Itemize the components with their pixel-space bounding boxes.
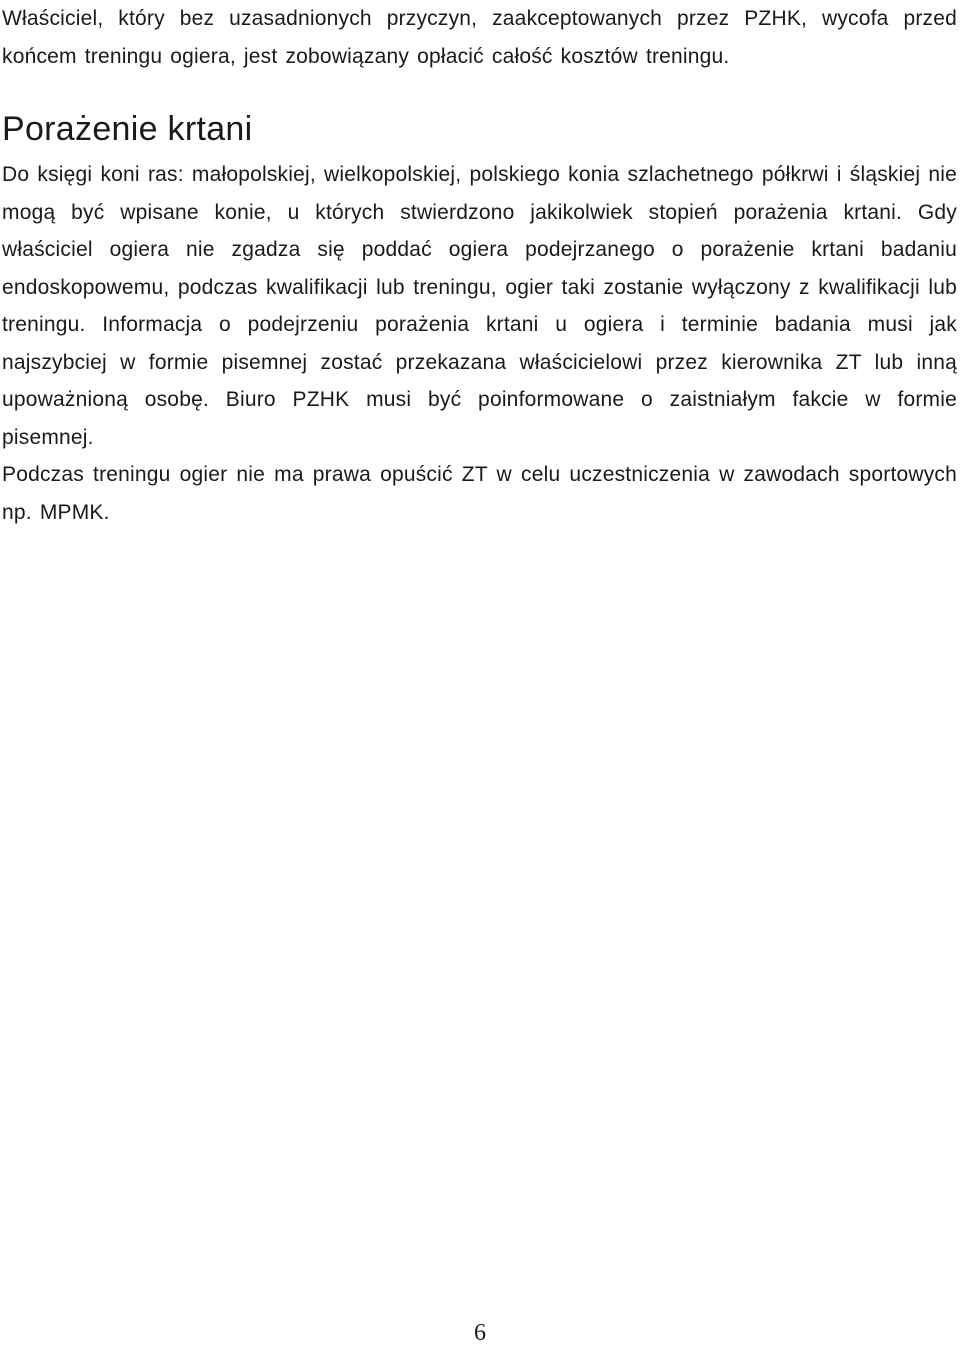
- page-number: 6: [474, 1320, 486, 1346]
- section-heading: Porażenie krtani: [2, 110, 253, 148]
- intro-paragraph: Właściciel, który bez uzasadnionych przyczyn, zaakceptowanych przez PZHK, wycofa przed końcem treningu ogiera, jest zobowiązany opłacić całość kosztów treningu.: [2, 7, 957, 68]
- section-paragraph-2: Podczas treningu ogier nie ma prawa opuścić ZT w celu uczestniczenia w zawodach sportowych np. MPMK.: [2, 463, 957, 524]
- document-body: [2, 0, 957, 531]
- section-paragraph-1: Do księgi koni ras: małopolskiej, wielkopolskiej, polskiego konia szlachetnego półkrwi i śląskiej nie mogą być wpisane konie, u których stwierdzono jakikolwiek stopień porażenia krtani. Gdy właściciel ogiera nie zgadza się poddać ogiera podejrzanego o porażenie krtani badaniu endoskopowemu, podczas kwalifikacji lub treningu, ogier taki zostanie wyłączony z kwalifikacji lub treningu. Informacja o podejrzeniu porażenia krtani u ogiera i terminie badania musi jak najszybciej w formie pisemnej zostać przekazana właścicielowi przez kierownika ZT lub inną upoważnioną osobę. Biuro PZHK musi być poinformowane o zaistniałym fakcie w formie pisemnej.: [2, 163, 957, 449]
